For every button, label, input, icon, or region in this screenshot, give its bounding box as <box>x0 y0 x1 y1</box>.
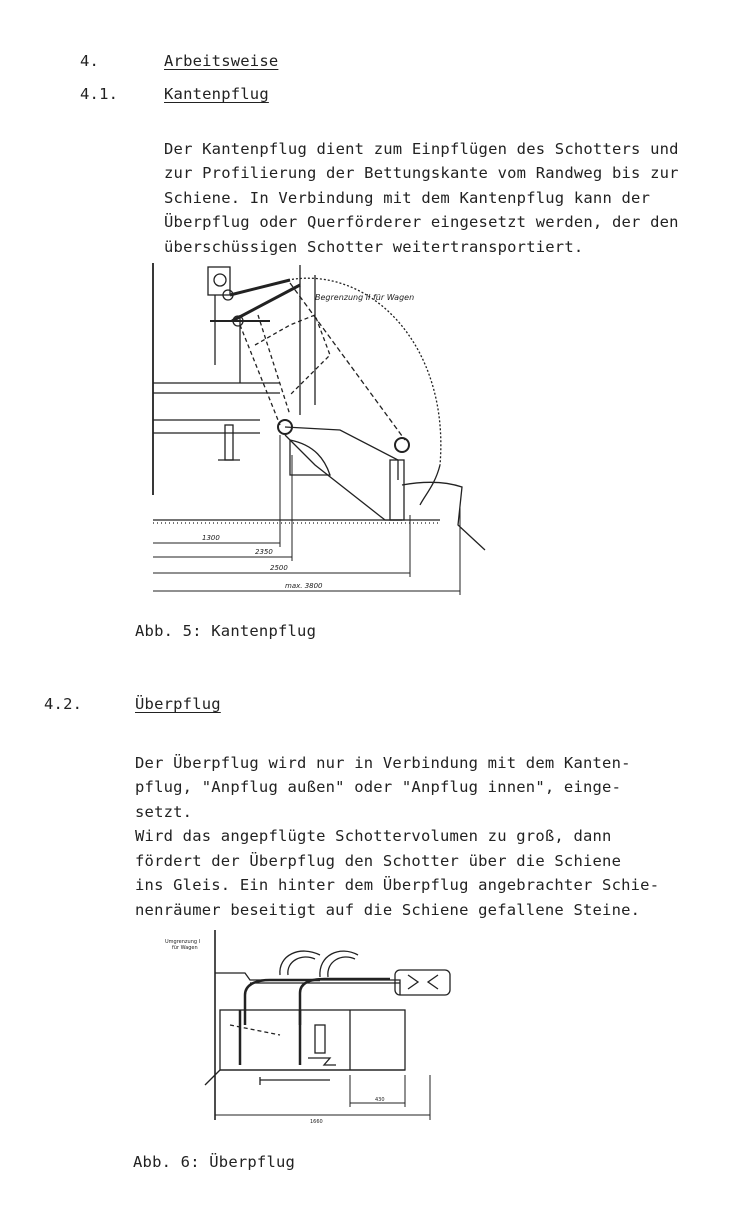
dimension-label: max. 3800 <box>285 582 323 590</box>
section-title: Arbeitsweise <box>164 52 279 70</box>
figure-caption: Abb. 6: Überpflug <box>133 1153 296 1171</box>
figure-label-begrenzung: Begrenzung II für Wagen <box>315 293 415 302</box>
text-line: überschüssigen Schotter weitertransportiert. <box>164 237 584 256</box>
dimension-label: 2350 <box>255 548 273 556</box>
text-line: Schiene. In Verbindung mit dem Kantenpflug kann der <box>164 188 651 207</box>
dimension-label: 1300 <box>202 534 220 542</box>
subsection-title: Kantenpflug <box>164 85 269 103</box>
dimension-label: 2500 <box>270 564 288 572</box>
figure-label-wagen: für Wagen <box>172 945 198 951</box>
text-line: pflug, "Anpflug außen" oder "Anpflug innen", einge- <box>135 778 622 796</box>
figure-kantenpflug <box>140 255 500 605</box>
paragraph-ueberpflug <box>135 726 659 922</box>
text-line: fördert der Überpflug den Schotter über die Schiene <box>135 851 622 870</box>
text-line: Der Kantenpflug dient zum Einpflügen des Schotters und <box>164 139 679 158</box>
dimension-label: 430 <box>375 1097 385 1103</box>
text-line: Wird das angepflügte Schottervolumen zu groß, dann <box>135 827 612 845</box>
subsection-number: 4.2. <box>44 695 83 713</box>
text-line: nenräumer beseitigt auf die Schiene gefallene Steine. <box>135 900 641 919</box>
subsection-title: Überpflug <box>135 695 221 713</box>
section-number: 4. <box>80 52 100 70</box>
figure-label-umgrenzung: Umgrenzung I <box>165 939 201 945</box>
figure-caption: Abb. 5: Kantenpflug <box>135 622 317 640</box>
text-line: ins Gleis. Ein hinter dem Überpflug angebrachter Schie- <box>135 876 660 894</box>
text-line: Der Überpflug wird nur in Verbindung mit dem Kanten- <box>135 753 631 772</box>
text-line: setzt. <box>135 802 193 821</box>
dimension-label: 1660 <box>310 1119 323 1125</box>
paragraph-kantenpflug <box>164 112 679 259</box>
text-line: Überpflug oder Querförderer eingesetzt werden, der den <box>164 213 679 231</box>
text-line: zur Profilierung der Bettungskante vom Randweg bis zur <box>164 164 679 182</box>
subsection-number: 4.1. <box>80 85 119 103</box>
figure-ueberpflug <box>160 925 480 1130</box>
